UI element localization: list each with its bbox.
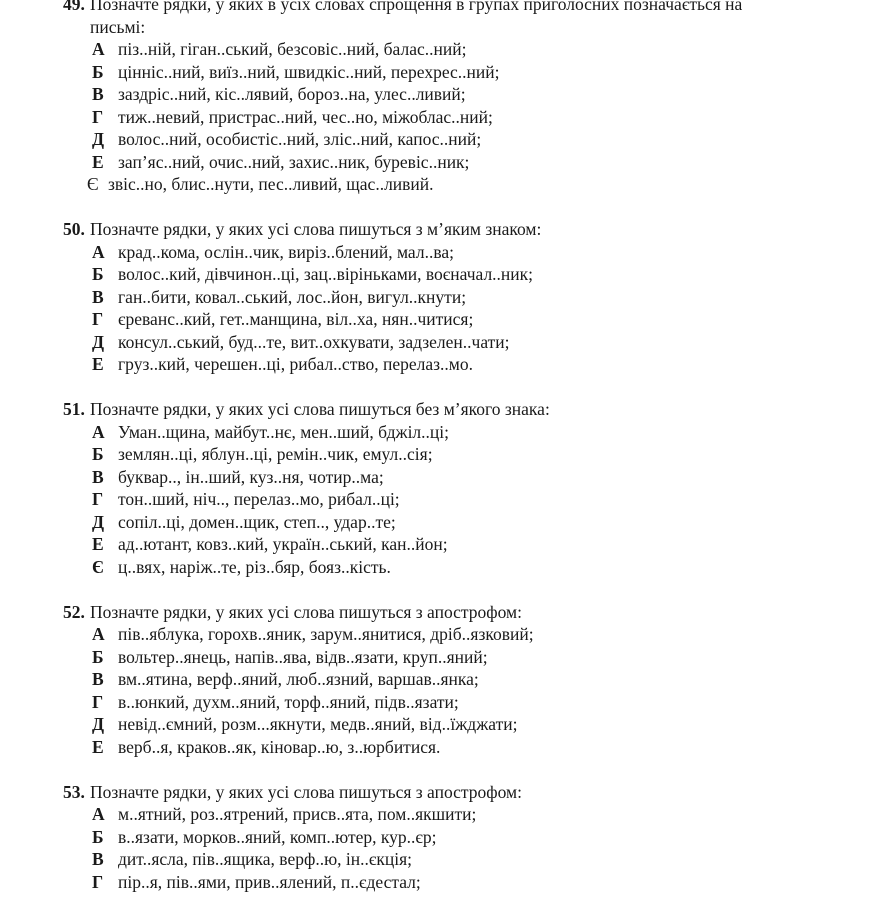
option-letter: В — [92, 669, 104, 689]
answer-option — [0, 241, 891, 264]
answer-option — [0, 713, 891, 736]
option-letter: Е — [92, 354, 104, 374]
question-header — [0, 781, 891, 804]
option-text: в..юнкий, духм..яний, торф..яний, підв..язати; — [118, 691, 459, 712]
question-text: Позначте рядки, у яких усі слова пишуться з апострофом: — [90, 601, 522, 622]
option-text: звіс..но, блис..нути, пес..ливий, щас..ливий. — [108, 174, 434, 194]
question-53 — [0, 781, 891, 894]
question-number: 49. — [63, 0, 85, 14]
option-letter: В — [92, 286, 104, 307]
option-text: ад..ютант, ковз..кий, україн..ський, кан..йон; — [118, 534, 448, 554]
question-number: 50. — [63, 219, 85, 239]
option-letter: Г — [92, 106, 104, 127]
question-text: Позначте рядки, у яких усі слова пишуться з апострофом: — [90, 781, 522, 802]
option-letter: Є — [87, 174, 99, 194]
answer-option — [0, 623, 891, 646]
option-text: в..язати, морков..яний, комп..ютер, кур..єр; — [118, 826, 437, 847]
option-text: заздріс..ний, кіс..лявий, бороз..на, улес..ливий; — [118, 84, 466, 104]
answer-option — [0, 646, 891, 669]
option-text: пір..я, пів..ями, прив..ялений, п..єдестал; — [118, 871, 421, 892]
option-text: консул..ський, буд...те, вит..охкувати, задзелен..чати; — [118, 331, 510, 352]
answer-option — [0, 263, 891, 286]
answer-option — [0, 421, 891, 444]
option-text: м..ятний, роз..ятрений, присв..ята, пом..якшити; — [118, 804, 477, 824]
option-text: Уман..щина, майбут..нє, мен..ший, бджіл..ці; — [118, 421, 450, 442]
answer-option — [0, 308, 891, 331]
option-text: тиж..невий, пристрас..ний, чес..но, міжоблас..ний; — [118, 106, 493, 127]
option-letter: Б — [92, 646, 104, 667]
option-letter: Д — [92, 331, 105, 352]
option-text: вольтер..янець, напів..ява, відв..язати, круп..яний; — [118, 646, 488, 667]
answer-option — [0, 511, 891, 534]
option-letter: Е — [92, 151, 104, 172]
answer-option — [0, 106, 891, 129]
question-number: 51. — [63, 399, 85, 419]
answer-option — [0, 38, 891, 61]
option-letter: А — [92, 39, 105, 59]
option-text: ган..бити, ковал..ський, лос..йон, вигул..кнути; — [118, 286, 467, 307]
answer-option — [0, 871, 891, 894]
option-text: волос..ний, особистіс..ний, зліс..ний, капос..ний; — [118, 129, 482, 149]
answer-option — [0, 488, 891, 511]
option-letter: А — [92, 624, 105, 644]
option-letter: Б — [92, 444, 104, 464]
question-header — [0, 218, 891, 241]
option-text: тон..ший, ніч.., перелаз..мо, рибал..ці; — [118, 489, 400, 509]
question-header — [0, 601, 891, 624]
option-letter: Г — [92, 691, 104, 712]
answer-option — [0, 128, 891, 151]
question-49 — [0, 0, 891, 196]
option-text: пів..яблука, горохв..яник, зарум..янитися, дріб..язковий; — [118, 624, 534, 644]
answer-option — [0, 83, 891, 106]
option-text: ц..вях, наріж..те, різ..бяр, бояз..кість. — [118, 556, 391, 577]
answer-option — [0, 556, 891, 579]
option-letter: Д — [92, 511, 105, 532]
option-letter: Е — [92, 534, 104, 554]
question-51 — [0, 398, 891, 578]
question-number: 53. — [63, 781, 85, 802]
answer-option — [0, 353, 891, 376]
answer-option — [0, 466, 891, 489]
option-letter: Б — [92, 826, 104, 847]
answer-option — [0, 286, 891, 309]
option-letter: А — [92, 804, 105, 824]
question-52 — [0, 601, 891, 759]
answer-option — [0, 151, 891, 174]
option-letter: Б — [92, 61, 104, 82]
question-text: Позначте рядки, у яких усі слова пишуться з м’яким знаком: — [90, 219, 542, 239]
answer-option — [0, 173, 891, 196]
option-text: землян..ці, яблун..ці, ремін..чик, емул..сія; — [118, 444, 433, 464]
answer-option — [0, 533, 891, 556]
option-text: буквар.., ін..ший, куз..ня, чотир..ма; — [118, 466, 384, 487]
question-number: 52. — [63, 601, 85, 622]
option-text: дит..ясла, пів..ящика, верф..ю, ін..єкція; — [118, 849, 413, 869]
option-letter: В — [92, 466, 104, 487]
answer-option — [0, 443, 891, 466]
answer-option — [0, 736, 891, 759]
answer-option — [0, 848, 891, 871]
option-letter: А — [92, 421, 105, 442]
option-letter: Д — [92, 129, 105, 149]
option-text: вм..ятина, верф..яний, люб..язний, варшав..янка; — [118, 669, 479, 689]
option-letter: Г — [92, 489, 104, 509]
question-header — [0, 0, 891, 38]
option-text: зап’яс..ний, очис..ний, захис..ник, буревіс..ник; — [118, 151, 470, 172]
option-text: груз..кий, черешен..ці, рибал..ство, перелаз..мо. — [118, 354, 474, 374]
option-text: єреванс..кий, гет..манщина, віл..ха, нян..читися; — [118, 309, 474, 329]
question-text: Позначте рядки, у яких в усіх словах спрощення в групах приголосних позначається на письмі: — [90, 0, 743, 37]
option-letter: Б — [92, 264, 104, 284]
option-letter: А — [92, 241, 105, 262]
answer-option — [0, 803, 891, 826]
option-text: сопіл..ці, домен..щик, степ.., удар..те; — [118, 511, 396, 532]
answer-option — [0, 668, 891, 691]
option-text: цінніс..ний, виїз..ний, швидкіс..ний, перехрес..ний; — [118, 61, 500, 82]
option-letter: Д — [92, 714, 105, 734]
option-text: верб..я, краков..як, кіновар..ю, з..юрбитися. — [118, 736, 441, 757]
option-text: волос..кий, дівчинон..ці, зац..віріньками, воєначал..ник; — [118, 264, 534, 284]
answer-option — [0, 331, 891, 354]
option-text: крад..кома, ослін..чик, виріз..блений, мал..ва; — [118, 241, 454, 262]
option-letter: Г — [92, 309, 104, 329]
answer-option — [0, 61, 891, 84]
option-text: піз..ній, гіган..ський, безсовіс..ний, балас..ний; — [118, 39, 467, 59]
question-header — [0, 398, 891, 421]
option-letter: В — [92, 84, 104, 104]
answer-option — [0, 691, 891, 714]
option-letter: Е — [92, 736, 104, 757]
option-letter: Г — [92, 871, 104, 892]
question-50 — [0, 218, 891, 376]
option-text: невід..ємний, розм...якнути, медв..яний, від..їжджати; — [118, 714, 518, 734]
question-text: Позначте рядки, у яких усі слова пишуться без м’якого знака: — [90, 399, 550, 419]
option-letter: В — [92, 849, 104, 869]
option-letter: Є — [92, 556, 104, 577]
answer-option — [0, 826, 891, 849]
